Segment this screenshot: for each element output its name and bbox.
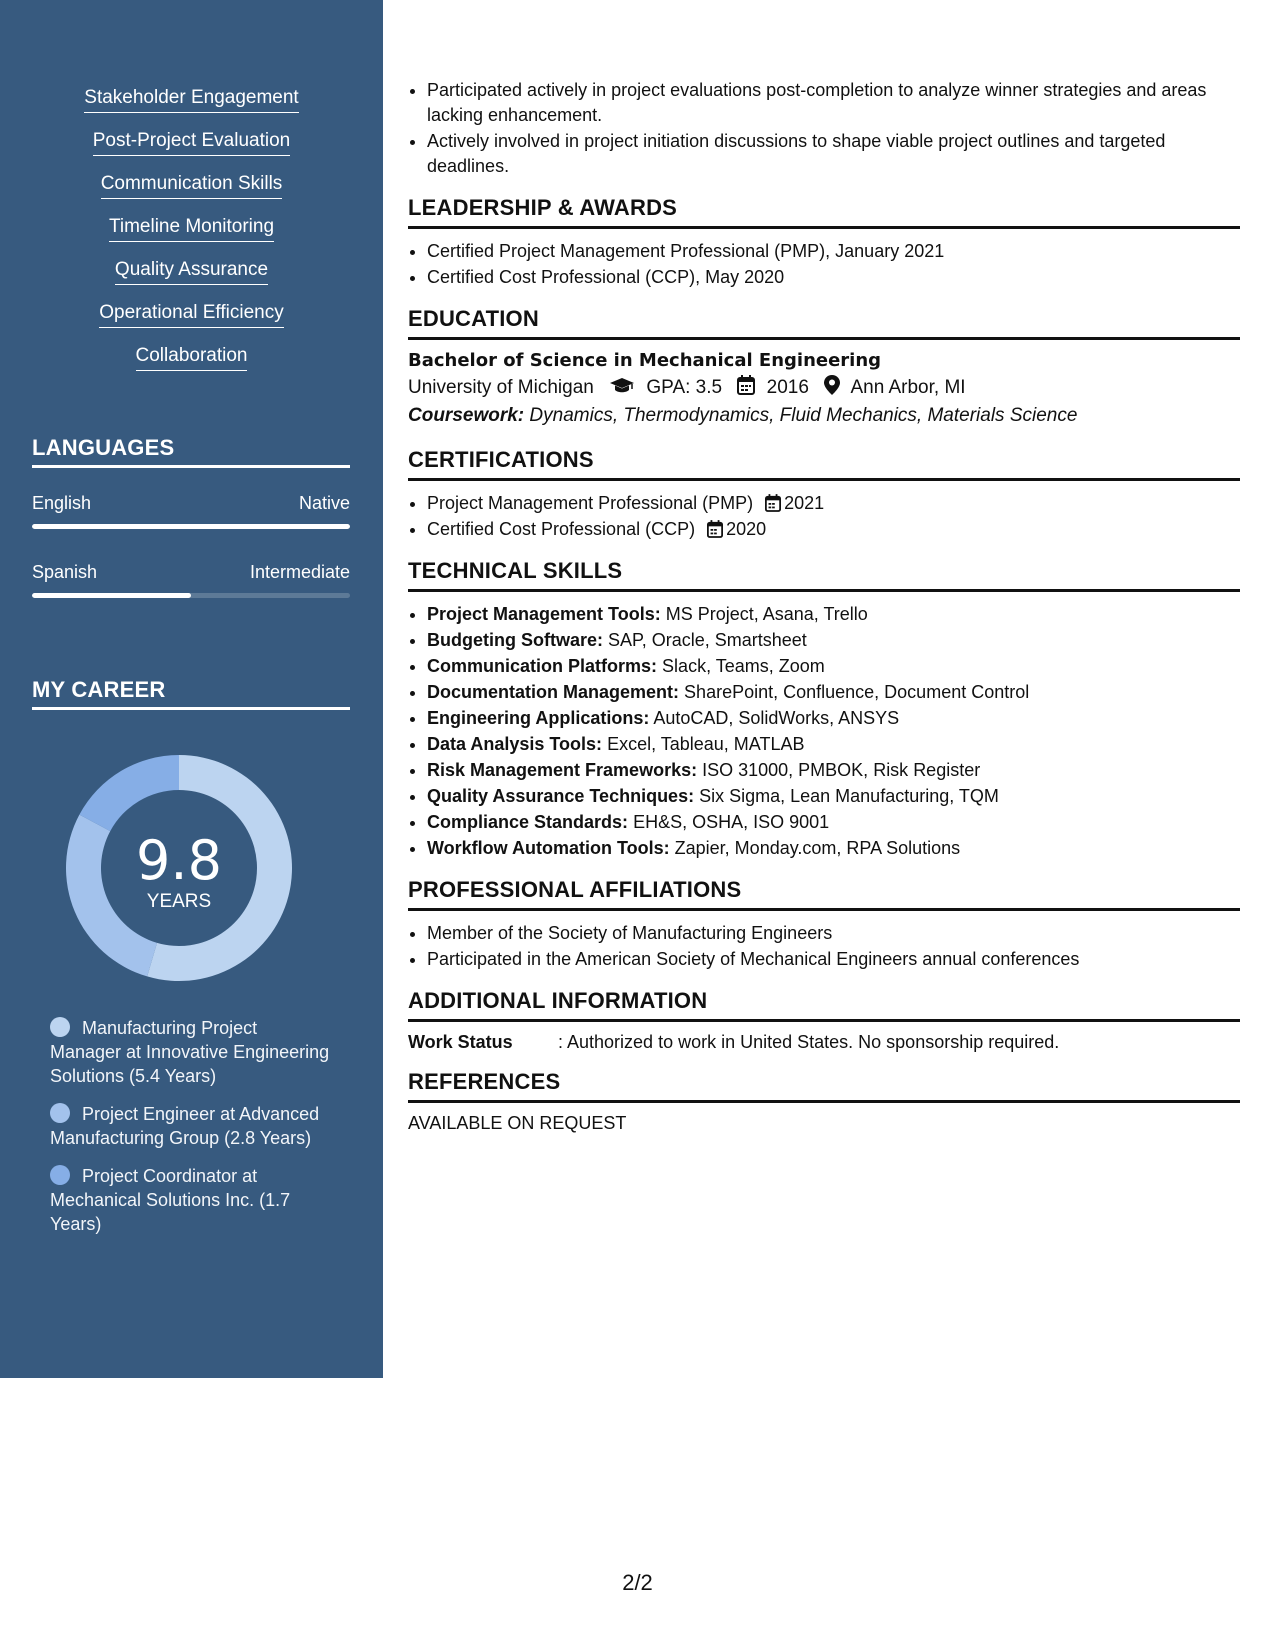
list-item: • Participated actively in project evaluations post-completion to analyze winner strategies and areas lacking enhancement. xyxy=(427,78,1240,128)
career-heading: MY CAREER xyxy=(32,677,350,710)
coursework-label: Coursework: xyxy=(408,405,525,426)
legend-dot xyxy=(50,1165,70,1185)
calendar-icon xyxy=(737,375,755,395)
languages-heading: LANGUAGES xyxy=(32,435,350,468)
skill-item: Collaboration xyxy=(136,344,248,371)
calendar-icon xyxy=(765,494,781,512)
school-location: Ann Arbor, MI xyxy=(850,377,966,398)
skill-values: MS Project, Asana, Trello xyxy=(665,604,868,624)
legend-dot xyxy=(50,1017,70,1037)
skill-item: Operational Efficiency xyxy=(99,301,283,328)
degree-title: Bachelor of Science in Mechanical Engineering xyxy=(408,350,882,371)
certifications-list xyxy=(408,491,1240,542)
skill-values: SAP, Oracle, Smartsheet xyxy=(608,630,807,650)
skill-category: Budgeting Software: xyxy=(427,630,603,650)
education-heading: EDUCATION xyxy=(408,306,1240,340)
sidebar xyxy=(0,0,383,1378)
language-level: Native xyxy=(298,493,350,513)
language-row-english xyxy=(32,493,350,514)
list-item xyxy=(427,836,1240,861)
skill-category: Communication Platforms: xyxy=(427,656,658,676)
experience-bullets xyxy=(408,78,1240,179)
skill-category: Compliance Standards: xyxy=(427,812,629,832)
skill-values: ISO 31000, PMBOK, Risk Register xyxy=(702,760,981,780)
certification-year: 2020 xyxy=(726,519,767,539)
list-item: • Certified Cost Professional (CCP), May 2020 xyxy=(427,265,1240,290)
certification-year: 2021 xyxy=(784,493,825,513)
work-status-label: Work Status xyxy=(408,1032,513,1052)
list-item xyxy=(427,680,1240,705)
career-item-text: Project Coordinator at Mechanical Solutions Inc. (1.7 Years) xyxy=(50,1166,291,1234)
skill-values: SharePoint, Confluence, Document Control xyxy=(684,682,1030,702)
page-number: 2/2 xyxy=(622,1570,653,1595)
skill-values: Slack, Teams, Zoom xyxy=(662,656,825,676)
skill-category: Quality Assurance Techniques: xyxy=(427,786,695,806)
skill-values: AutoCAD, SolidWorks, ANSYS xyxy=(653,708,900,728)
list-item: • Member of the Society of Manufacturing Engineers xyxy=(427,921,1240,946)
career-total: 9.8 xyxy=(136,829,222,892)
references-heading: REFERENCES xyxy=(408,1069,1240,1103)
gpa: GPA: 3.5 xyxy=(646,377,723,398)
main-content xyxy=(408,78,1240,1134)
list-item xyxy=(427,732,1240,757)
skill-category: Documentation Management: xyxy=(427,682,680,702)
skill-category: Workflow Automation Tools: xyxy=(427,838,670,858)
list-item xyxy=(427,810,1240,835)
skill-category: Risk Management Frameworks: xyxy=(427,760,698,780)
list-item: • Actively involved in project initiation discussions to shape viable project outlines and targeted deadlines. xyxy=(427,129,1240,179)
skill-category: Project Management Tools: xyxy=(427,604,661,624)
certifications-heading: CERTIFICATIONS xyxy=(408,447,1240,481)
skill-item: Timeline Monitoring xyxy=(109,215,274,242)
skill-values: Six Sigma, Lean Manufacturing, TQM xyxy=(699,786,999,806)
list-item xyxy=(427,517,1240,542)
legend-dot xyxy=(50,1103,70,1123)
language-bar-english xyxy=(32,524,350,529)
graduation-cap-icon xyxy=(609,377,635,395)
skill-item: Communication Skills xyxy=(101,172,283,199)
affiliations-heading: PROFESSIONAL AFFILIATIONS xyxy=(408,877,1240,911)
skill-category: Engineering Applications: xyxy=(427,708,650,728)
coursework xyxy=(408,405,1240,427)
location-pin-icon xyxy=(824,375,840,395)
coursework-list: Dynamics, Thermodynamics, Fluid Mechanics, Materials Science xyxy=(529,405,1078,426)
affiliations-list xyxy=(408,921,1240,972)
language-name: Spanish xyxy=(32,562,98,582)
list-item: • Certified Project Management Professional (PMP), January 2021 xyxy=(427,239,1240,264)
school-name: University of Michigan xyxy=(408,377,594,398)
career-item xyxy=(50,1016,330,1088)
skill-values: Excel, Tableau, MATLAB xyxy=(607,734,805,754)
certification-name: Certified Cost Professional (CCP) xyxy=(427,519,696,539)
leadership-heading: LEADERSHIP & AWARDS xyxy=(408,195,1240,229)
list-item xyxy=(427,706,1240,731)
list-item xyxy=(427,784,1240,809)
references-text: AVAILABLE ON REQUEST xyxy=(408,1113,627,1133)
work-status-value: : Authorized to work in United States. No sponsorship required. xyxy=(558,1032,1060,1052)
list-item xyxy=(427,491,1240,516)
certification-name: Project Management Professional (PMP) xyxy=(427,493,754,513)
career-item xyxy=(50,1164,330,1236)
language-name: English xyxy=(32,493,92,513)
skill-item: Quality Assurance xyxy=(115,258,268,285)
donut-segment xyxy=(79,755,179,831)
language-bar-fill xyxy=(32,593,191,598)
technical-skills-heading: TECHNICAL SKILLS xyxy=(408,558,1240,592)
skills-list xyxy=(0,86,383,387)
career-legend xyxy=(50,1016,330,1250)
career-item xyxy=(50,1102,330,1150)
education-details xyxy=(408,375,1240,399)
leadership-list xyxy=(408,239,1240,290)
skill-values: Zapier, Monday.com, RPA Solutions xyxy=(674,838,961,858)
graduation-year: 2016 xyxy=(766,377,809,398)
career-donut-chart xyxy=(66,755,292,981)
career-unit: YEARS xyxy=(146,891,212,912)
language-row-spanish xyxy=(32,562,350,583)
additional-info-heading: ADDITIONAL INFORMATION xyxy=(408,988,1240,1022)
list-item xyxy=(427,758,1240,783)
calendar-icon xyxy=(707,520,723,538)
list-item xyxy=(427,654,1240,679)
work-status-row xyxy=(408,1032,1240,1053)
skill-item: Post-Project Evaluation xyxy=(93,129,291,156)
language-level: Intermediate xyxy=(249,562,350,582)
skill-item: Stakeholder Engagement xyxy=(84,86,298,113)
technical-skills-list xyxy=(408,602,1240,861)
list-item: • Participated in the American Society of Mechanical Engineers annual conferences xyxy=(427,947,1240,972)
list-item xyxy=(427,602,1240,627)
skill-values: EH&S, OSHA, ISO 9001 xyxy=(633,812,830,832)
language-bar-fill xyxy=(32,524,350,529)
list-item xyxy=(427,628,1240,653)
career-item-text: Manufacturing Project Manager at Innovative Engineering Solutions (5.4 Years) xyxy=(50,1018,330,1086)
career-item-text: Project Engineer at Advanced Manufacturing Group (2.8 Years) xyxy=(50,1104,320,1148)
skill-category: Data Analysis Tools: xyxy=(427,734,603,754)
language-bar-spanish xyxy=(32,593,350,598)
